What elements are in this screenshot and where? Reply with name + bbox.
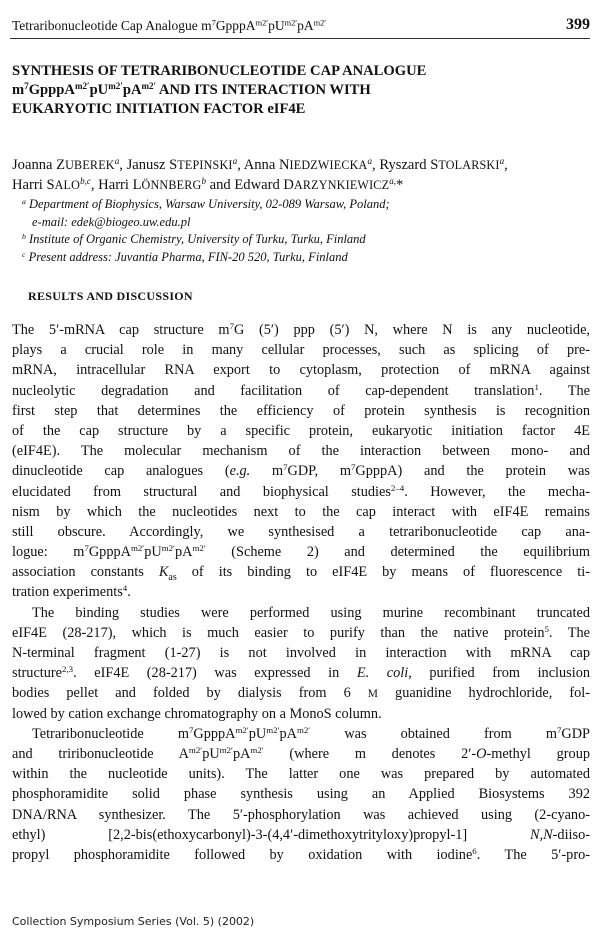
running-head [12, 16, 590, 38]
body-line: DNA/RNA synthesizer. The 5′-phosphorylation was achieved using (2-cyano- [12, 806, 590, 823]
body-line: Tetraribonucleotide $m^7GpppA^{m2'}pU^{m2'}pA^{m2'}$ was obtained from $m^7GDP$ [32, 724, 590, 742]
body-line: The binding studies were performed using murine recombinant truncated [32, 604, 590, 621]
running-head-title: Tetraribonucleotide Cap Analogue $m^7GpppA^{m2'}pU^{m2'}pA^{m2'}$ [12, 18, 327, 33]
body-line: mRNA, intracellular RNA export to cytoplasm, protection of mRNA against [12, 362, 590, 379]
section-heading: RESULTS AND DISCUSSION [28, 289, 193, 303]
title-line: SYNTHESIS OF TETRARIBONUCLEOTIDE CAP ANALOGUE [12, 63, 427, 79]
body-line: N-terminal fragment (1-27) is not involved in interaction with mRNA cap [12, 645, 590, 661]
page-footer: Collection Symposium Series (Vol. 5) (2002) [12, 915, 255, 928]
body-line: ethyl) [2,2-bis(ethoxycarbonyl)-3-(4,4′-dimethoxytrityloxy)propyl-1] N,N-diiso- [12, 826, 590, 843]
body-line: of the cap structure by a specific protein, eukaryotic initiation factor 4E [12, 422, 590, 439]
body-line: tration experiments$^4$. [12, 583, 131, 601]
page-number: 399 [566, 16, 590, 33]
title-line: EUKARYOTIC INITIATION FACTOR eIF4E [12, 101, 306, 117]
body-line: and triribonucleotide $A^{m2'}pU^{m2'}pA^{m2'}$ (where m denotes 2′-O-methyl group [12, 745, 590, 762]
body-text [12, 320, 590, 865]
body-line: elucidated from structural and biophysical studies$^{2-4}$. However, the mecha- [12, 482, 590, 500]
body-line: still obscure. Accordingly, we synthesised a tetraribonucleotide cap ana- [12, 523, 590, 540]
body-line: association constants $K_{as}$ of its binding to eIF4E by means of fluorescence ti- [12, 564, 590, 584]
body-line: The 5′-mRNA cap structure $m^7G$ (5′) ppp (5′) N, where N is any nucleotide, [12, 321, 591, 338]
body-line: plays a crucial role in many cellular processes, such as splicing of pre- [12, 342, 590, 359]
body-line: phosphoramidite solid phase synthesis using an Applied Biosystems 392 [12, 786, 590, 803]
article-title [12, 62, 572, 119]
body-line: (eIF4E). The molecular mechanism of the interaction between mono- and [12, 443, 590, 460]
title-line: $m^7GpppA^{m2'}pU^{m2'}pA^{m2'}$ AND ITS INTERACTION WITH [12, 81, 371, 98]
author-line: Joanna ZUBEREK$^a$, Janusz STEPINSKI$^a$, Anna NIEDZWIECKA$^a$, Ryszard STOLARSKI$^a$, [12, 156, 508, 173]
body-line: eIF4E (28-217), which is much easier to purify than the native protein$^5$. The [12, 623, 590, 641]
body-line: logue: $m^7GpppA^{m2'}pU^{m2'}pA^{m2'}$ (Scheme 2) and determined the equilibrium [12, 543, 591, 561]
body-line: bodies pellet and folded by dialysis from 6 M guanidine hydrochloride, fol- [12, 685, 590, 702]
body-line: lowed by cation exchange chromatography on a MonoS column. [12, 705, 382, 722]
body-line: nucleolytic degradation and facilitation of cap-dependent translation$^1$. The [12, 381, 590, 399]
affiliations [22, 196, 592, 266]
body-line: structure$^{2,3}$. eIF4E (28-217) was expressed in E. coli, purified from inclusion [12, 664, 590, 682]
author-line: Harri SALO$^{b,c}$, Harri LÖNNBERG$^b$ and Edward $DARZYNKIEWICZ^{a,}*$ [12, 176, 404, 193]
body-line: dinucleotide cap analogues (e.g. $m^7GDP$, $m^7GpppA$) and the protein was [12, 462, 590, 480]
affiliation-line: $^c$ Present address: Juvantia Pharma, FIN-20 520, Turku, Finland [22, 249, 348, 264]
author-list [12, 155, 592, 195]
affiliation-line: $^a$ Department of Biophysics, Warsaw University, 02-089 Warsaw, Poland; [22, 196, 390, 211]
affiliation-email: e-mail: edek@biogeo.uw.edu.pl [32, 214, 191, 229]
header-rule [10, 38, 590, 39]
body-line: propyl phosphoramidite followed by oxidation with iodine$^6$. The 5′-pro- [12, 846, 590, 863]
body-line: first step that determines the efficiency of protein synthesis is recognition [12, 402, 590, 419]
body-line: nism by which the nucleotides next to the cap interact with eIF4E remains [12, 503, 590, 520]
body-line: within the nucleotide units). The latter one was prepared by automated [12, 766, 590, 783]
affiliation-line: $^b$ Institute of Organic Chemistry, University of Turku, Turku, Finland [22, 231, 366, 246]
